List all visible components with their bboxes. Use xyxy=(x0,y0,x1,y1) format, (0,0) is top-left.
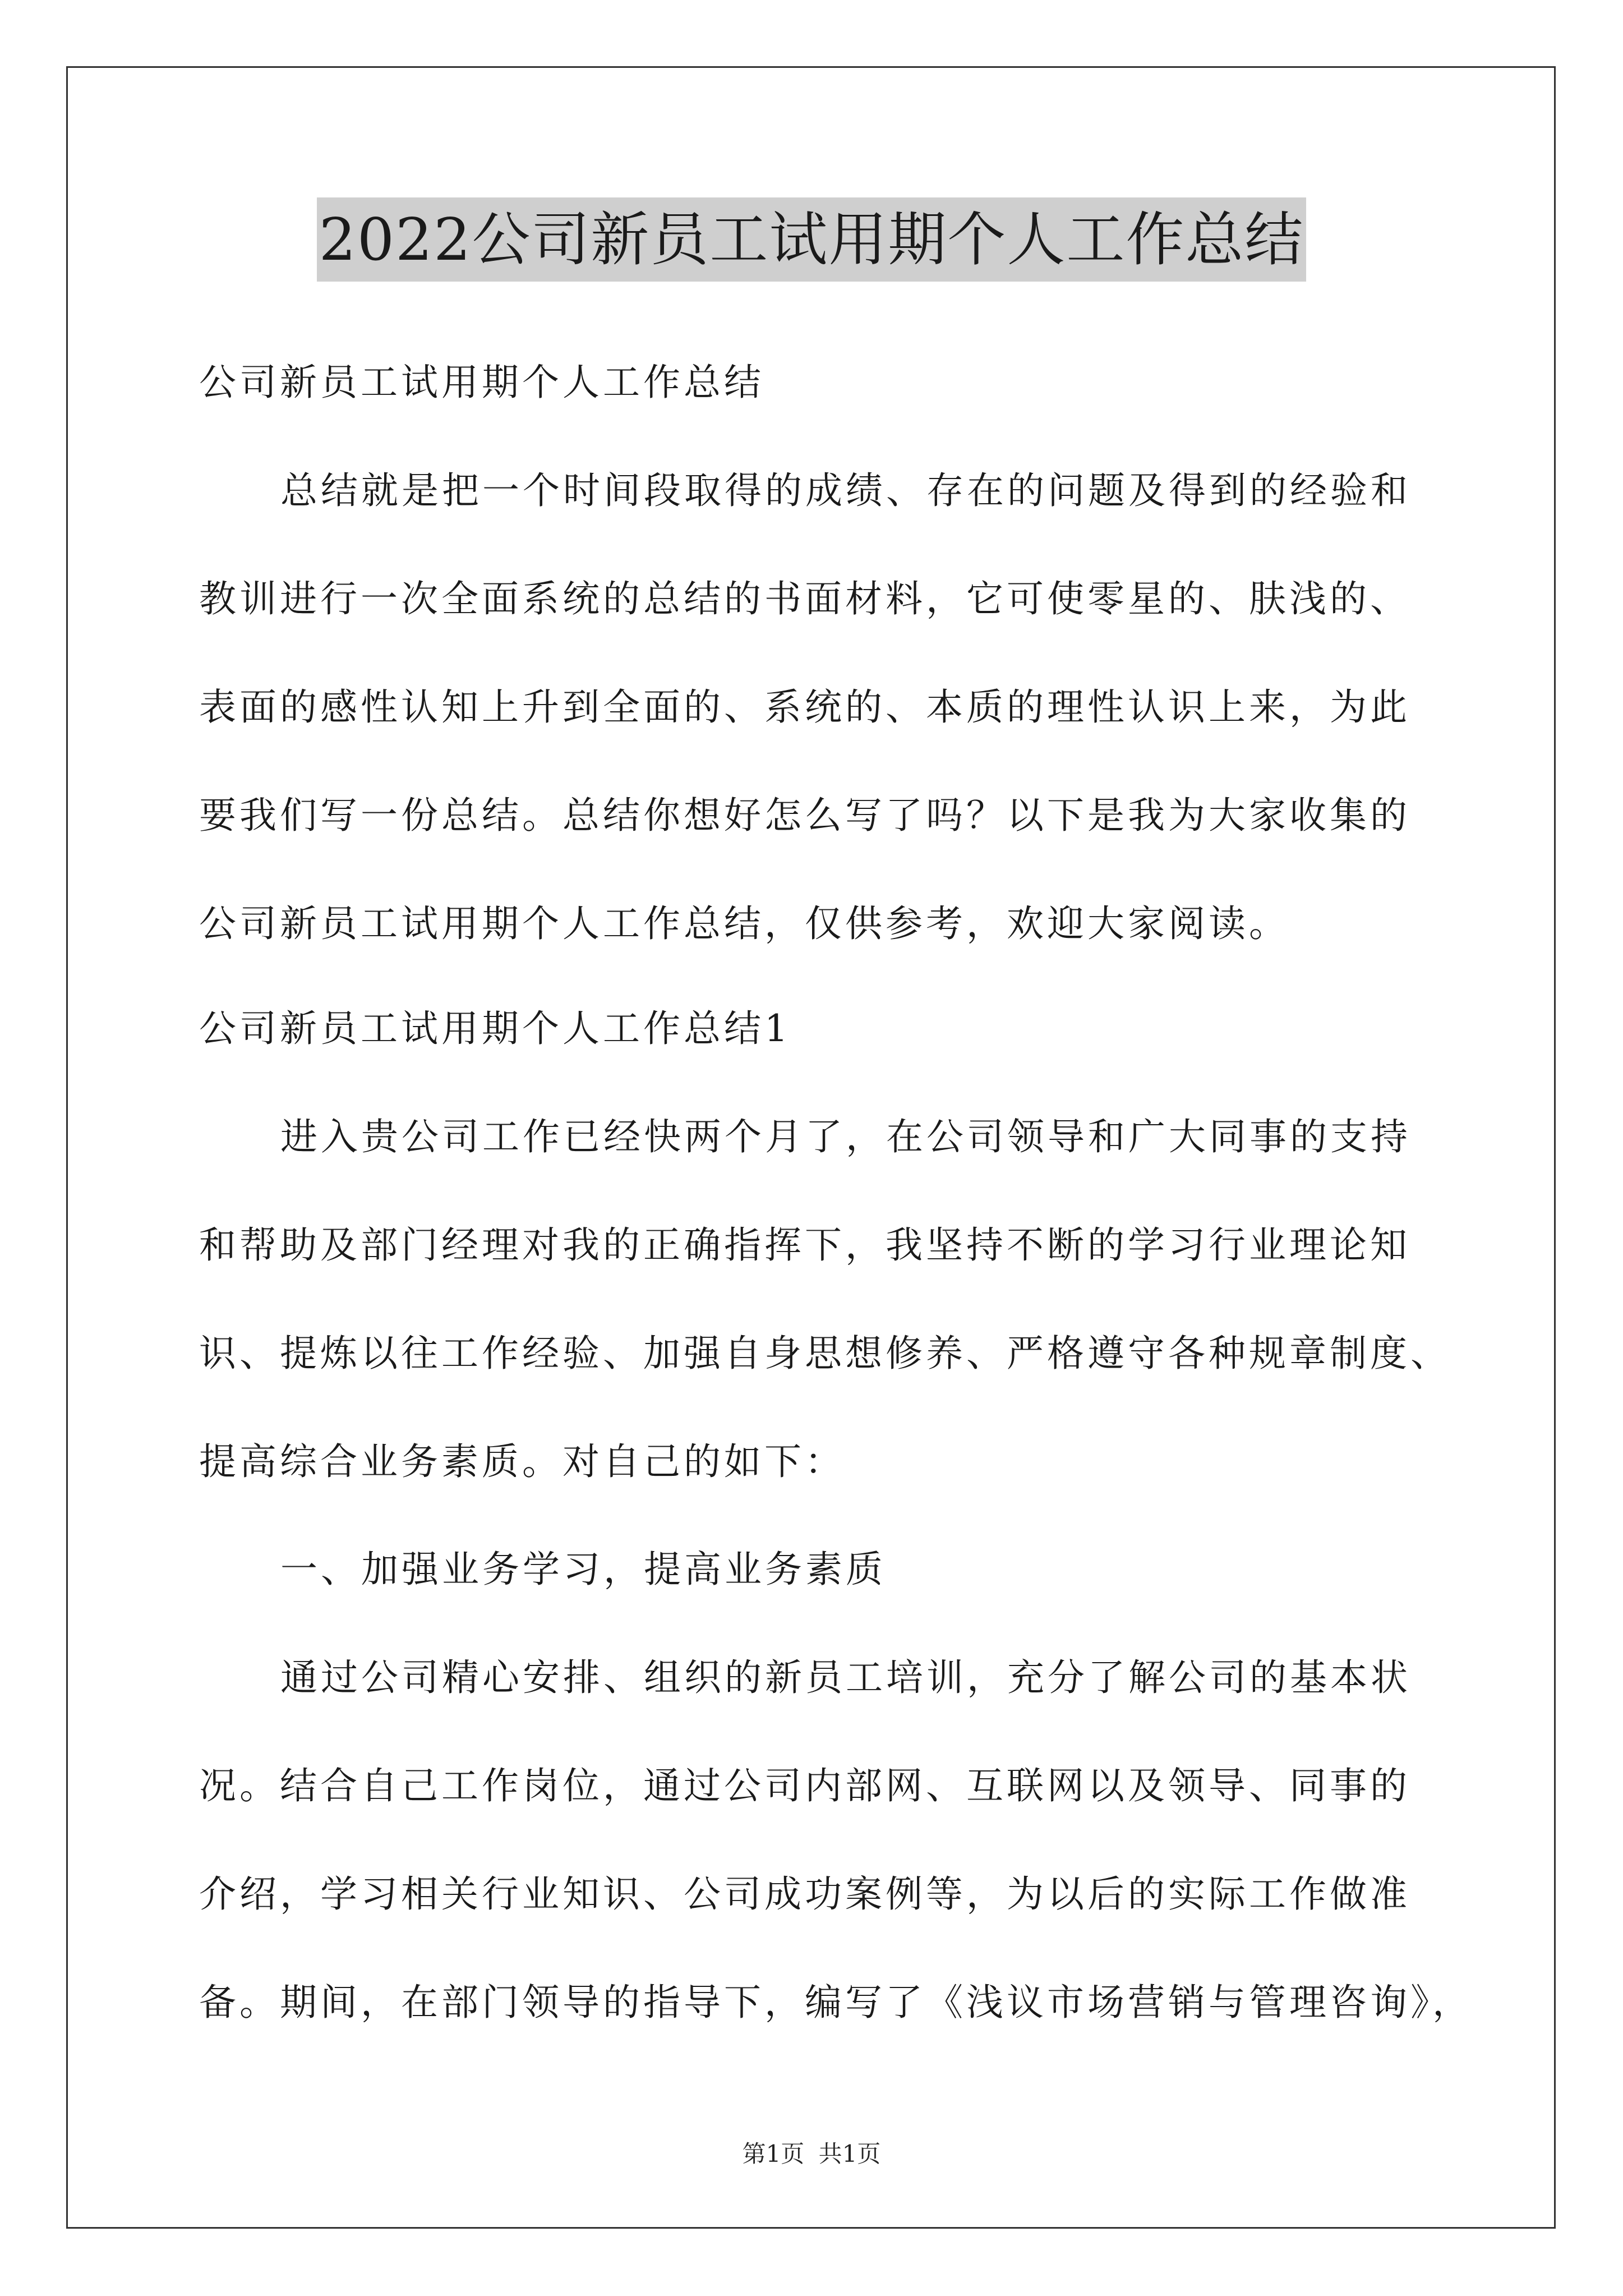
section-heading: 公司新员工试用期个人工作总结1 xyxy=(199,1007,791,1050)
paragraph-line: 识、提炼以往工作经验、加强自身思想修养、严格遵守各种规章制度、 xyxy=(199,1332,1451,1375)
title-container xyxy=(0,197,1623,282)
page-number: 第1页 xyxy=(742,2140,805,2168)
paragraph-line: 和帮助及部门经理对我的正确指挥下，我坚持不断的学习行业理论知 xyxy=(199,1223,1410,1267)
page-footer xyxy=(0,2137,1623,2171)
paragraph-line: 备。期间，在部门领导的指导下，编写了《浅议市场营销与管理咨询》， xyxy=(199,1981,1473,2024)
subheading-line: 一、加强业务学习，提高业务素质 xyxy=(280,1548,886,1591)
paragraph-line: 通过公司精心安排、组织的新员工培训，充分了解公司的基本状 xyxy=(280,1656,1411,1699)
paragraph-line: 要我们写一份总结。总结你想好怎么写了吗？以下是我为大家收集的 xyxy=(199,794,1410,837)
paragraph-line: 教训进行一次全面系统的总结的书面材料，它可使零星的、肤浅的、 xyxy=(199,577,1410,620)
subtitle-line: 公司新员工试用期个人工作总结 xyxy=(199,361,764,404)
document-title: 2022公司新员工试用期个人工作总结 xyxy=(317,197,1307,282)
paragraph-line: 表面的感性认知上升到全面的、系统的、本质的理性认识上来，为此 xyxy=(199,685,1410,729)
paragraph-line: 介绍，学习相关行业知识、公司成功案例等，为以后的实际工作做准 xyxy=(199,1872,1410,1916)
paragraph-line: 提高综合业务素质。对自己的如下： xyxy=(199,1440,845,1483)
paragraph-line: 公司新员工试用期个人工作总结，仅供参考，欢迎大家阅读。 xyxy=(199,902,1289,945)
paragraph-line: 总结就是把一个时间段取得的成绩、存在的问题及得到的经验和 xyxy=(280,469,1411,512)
total-pages: 共1页 xyxy=(818,2140,881,2168)
paragraph-line: 况。结合自己工作岗位，通过公司内部网、互联网以及领导、同事的 xyxy=(199,1764,1410,1807)
paragraph-line: 进入贵公司工作已经快两个月了，在公司领导和广大同事的支持 xyxy=(280,1115,1411,1158)
